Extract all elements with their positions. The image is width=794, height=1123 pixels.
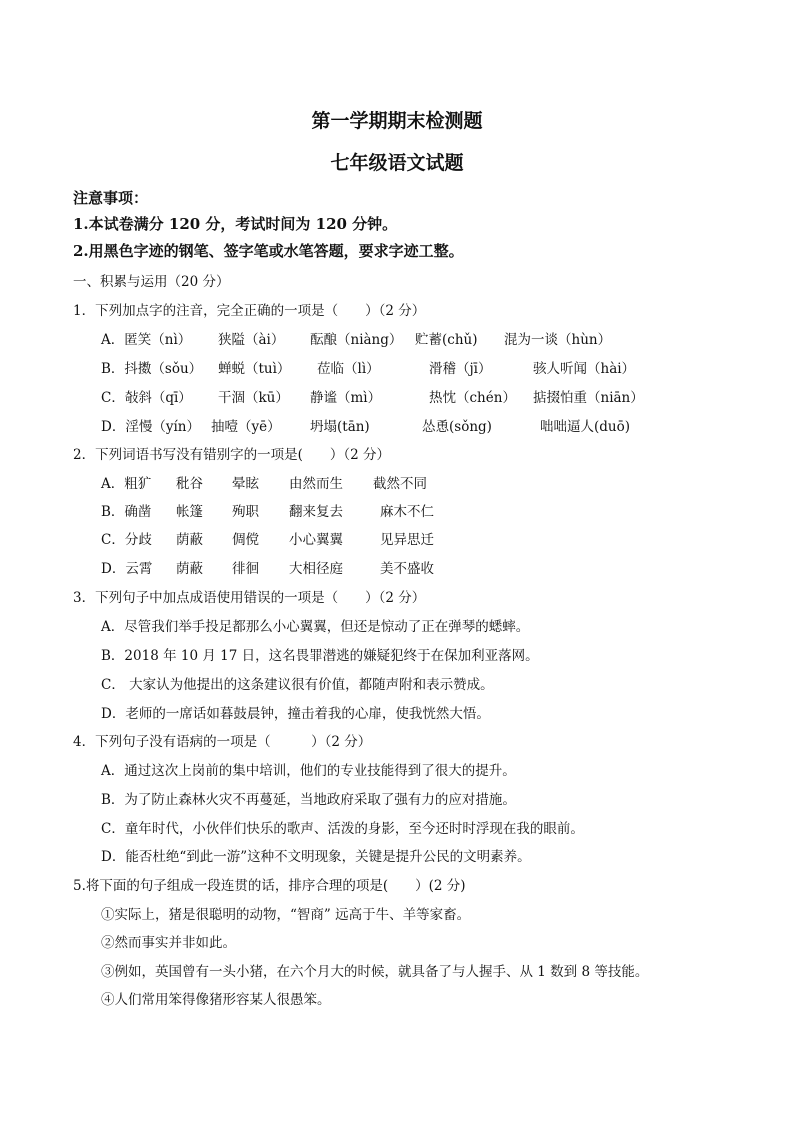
notice-item-2: 2.用黑色字迹的钢笔、签字笔或水笔答题，要求字迹工整。 <box>73 242 464 260</box>
q2-option-c-item: 倜傥 <box>232 532 259 548</box>
q1-option-c-item: C．敧斜（qī） <box>101 390 192 406</box>
q2-option-b-item: 殉职 <box>232 504 259 520</box>
q5-sentence-3: ③例如，英国曾有一头小猪，在六个月大的时候，就具备了与人握手、从 1 数到 8 等技能。 <box>101 964 649 980</box>
q2-option-a-item: A．粗犷 <box>101 476 152 492</box>
q2-option-c-item: 荫蔽 <box>176 532 203 548</box>
question-2-stem: 2．下列词语书写没有错别字的一项是( ）（2 分） <box>73 447 390 463</box>
q3-option-b: B．2018 年 10 月 17 日，这名畏罪潜逃的嫌疑犯终于在保加利亚落网。 <box>101 648 539 664</box>
q1-option-d-item: 怂恿(sǒng) <box>422 419 492 435</box>
q1-option-c-item: 干涸（kū） <box>218 390 289 406</box>
q1-option-c-item: 热忱（chén） <box>429 390 516 406</box>
q3-option-a: A．尽管我们举手投足都那么小心翼翼，但还是惊动了正在弹琴的蟋蟀。 <box>101 619 530 635</box>
q1-option-a-item: A．匿笑（nì） <box>101 332 192 348</box>
q2-option-a-item: 秕谷 <box>176 476 203 492</box>
question-5-stem: 5.将下面的句子组成一段连贯的话，排序合理的项是( ）(2 分) <box>73 878 466 894</box>
section-heading: 一、积累与运用（20 分） <box>73 274 230 290</box>
page-title: 第一学期期末检测题 <box>311 110 483 132</box>
q2-option-a-item: 截然不同 <box>373 476 427 492</box>
q1-option-d-item: 坍塌(tān) <box>310 419 370 435</box>
q4-option-b: B．为了防止森林火灾不再蔓延，当地政府采取了强有力的应对措施。 <box>101 792 516 808</box>
page-subtitle: 七年级语文试题 <box>330 152 464 174</box>
q1-option-d-item: D．淫慢（yín） <box>101 419 200 435</box>
q1-option-a-item: 酝酿（niàng） <box>310 332 403 348</box>
q2-option-d-item: 徘徊 <box>232 561 259 577</box>
q5-sentence-2: ②然而事实并非如此。 <box>101 935 236 951</box>
q2-option-c-item: 见异思迁 <box>380 532 434 548</box>
q1-option-c-item: 掂掇怕重（niān） <box>533 390 644 406</box>
q4-option-a: A．通过这次上岗前的集中培训，他们的专业技能得到了很大的提升。 <box>101 763 516 779</box>
q1-option-a-item: 混为一谈（hùn） <box>504 332 612 348</box>
q5-sentence-4: ④人们常用笨得像猪形容某人很愚笨。 <box>101 992 331 1008</box>
q2-option-d-item: 美不盛收 <box>380 561 434 577</box>
q3-option-c: C． 大家认为他提出的这条建议很有价值，都随声附和表示赞成。 <box>101 677 494 693</box>
q1-option-d-item: 抽噎（yē） <box>211 419 281 435</box>
q4-option-d: D．能否杜绝“到此一游”这种不文明现象，关键是提升公民的文明素养。 <box>101 849 531 865</box>
q2-option-a-item: 由然而生 <box>289 476 343 492</box>
question-1-stem: 1．下列加点字的注音，完全正确的一项是（ ）（2 分） <box>73 303 426 319</box>
question-4-stem: 4．下列句子没有语病的一项是（ ）（2 分） <box>73 734 372 750</box>
q4-option-c: C．童年时代，小伙伴们快乐的歌声、活泼的身影，至今还时时浮现在我的眼前。 <box>101 821 584 837</box>
notice-item-1: 1.本试卷满分 120 分，考试时间为 120 分钟。 <box>73 215 398 233</box>
notice-heading: 注意事项： <box>73 189 149 207</box>
q2-option-a-item: 晕眩 <box>232 476 259 492</box>
q1-option-b-item: 蝉蜕（tuì） <box>218 361 291 377</box>
q2-option-b-item: B．确凿 <box>101 504 152 520</box>
q1-option-d-item: 咄咄逼人(duō) <box>540 419 630 435</box>
q2-option-c-item: 小心翼翼 <box>289 532 343 548</box>
q5-sentence-1: ①实际上，猪是很聪明的动物，“智商” 远高于牛、羊等家畜。 <box>101 907 471 923</box>
q1-option-c-item: 静谧（mì） <box>310 390 382 406</box>
q1-option-b-item: B．抖擞（sǒu） <box>101 361 203 377</box>
q1-option-b-item: 骇人听闻（hài） <box>533 361 636 377</box>
q2-option-b-item: 麻木不仁 <box>380 504 434 520</box>
q2-option-d-item: D．云霄 <box>101 561 153 577</box>
question-3-stem: 3．下列句子中加点成语使用错误的一项是（ ）（2 分） <box>73 590 426 606</box>
q1-option-b-item: 莅临（lì） <box>317 361 380 377</box>
q2-option-d-item: 荫蔽 <box>176 561 203 577</box>
q2-option-b-item: 帐篷 <box>176 504 203 520</box>
q1-option-b-item: 滑稽（jī） <box>429 361 492 377</box>
q2-option-b-item: 翻来复去 <box>289 504 343 520</box>
q1-option-a-item: 狭隘（ài） <box>218 332 285 348</box>
q2-option-c-item: C．分歧 <box>101 532 152 548</box>
q1-option-a-item: 贮蓄(chǔ) <box>415 332 478 348</box>
q3-option-d: D．老师的一席话如暮鼓晨钟，撞击着我的心扉，使我恍然大悟。 <box>101 706 490 722</box>
q2-option-d-item: 大相径庭 <box>289 561 343 577</box>
